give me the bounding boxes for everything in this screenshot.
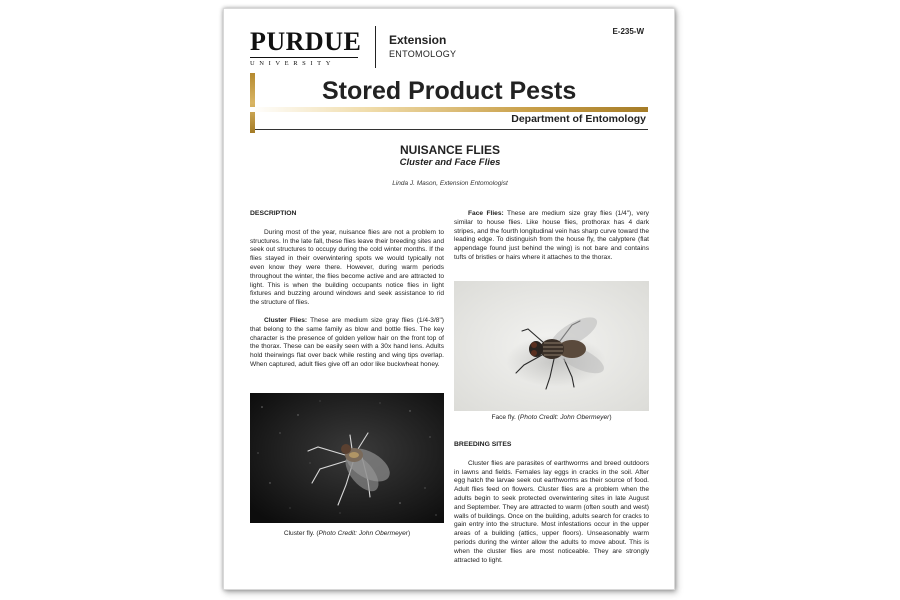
description-paragraph: During most of the year, nuisance flies are not a problem to structures. In the late fall, these flies leave their breeding sites and seek out structures to occupy during the cold winter months. If the flies stayed in their overwintering spots we would typically not even know they were there. However, during warm periods throughout the winter, the flies become active and are attracted to light. This is when the building occupants notice flies in light fixtures and buzzing around windows and seek assistance to rid the structure of flies. bbox=[250, 228, 444, 307]
gold-horizontal-bar bbox=[250, 107, 648, 112]
section-heading-description: DESCRIPTION bbox=[250, 210, 297, 217]
document-page bbox=[223, 8, 675, 590]
article-title: NUISANCE FLIES bbox=[399, 143, 500, 157]
face-flies-paragraph bbox=[454, 210, 649, 263]
department-label: Department of Entomology bbox=[511, 113, 646, 125]
department-rule bbox=[255, 129, 648, 130]
photo-credit: Photo Credit: John Obermeyer bbox=[318, 530, 408, 537]
entomology-label: ENTOMOLOGY bbox=[389, 49, 457, 59]
right-column-text bbox=[454, 210, 649, 263]
cluster-fly-photo bbox=[250, 393, 444, 523]
cluster-flies-text: These are medium size gray flies (1/4-3/8") that belong to the same family as blow and bottle flies. The key character is the presence of golden yellow hair on the front top of the thorax. These can be easily seen with a 30x hand lens. Adults hold theirwings flat over back while resting and wing tips overlap. When captured, adult flies give off an odor like buckwheat honey. bbox=[250, 316, 444, 368]
purdue-logo bbox=[250, 29, 361, 67]
left-column-text bbox=[250, 210, 444, 370]
cluster-flies-lead: Cluster Flies: bbox=[264, 316, 308, 324]
breeding-sites-paragraph: Cluster flies are parasites of earthworms and breed outdoors in lawns and fields. Females lay eggs in cracks in the soil. After egg hatch the larvae seek out earthworms as their source of food. Adult flies feed on flowers. Cluster flies are a problem when the adults begin to seek protected overwintering sites in late August and September. They are attracted to warm (often south and west) walls of buildings. Once on the building, adults search for cracks to gain entry into the structure. Most infestations occur in the upper areas of a building (attics, upper floors). Unseasonably warm periods during the winter allow the adults to move about. This is when the cluster flies are most noticeable. They are strongly attracted to light. bbox=[454, 459, 649, 564]
logo-rule bbox=[250, 57, 358, 58]
caption-prefix: Face fly. ( bbox=[491, 414, 520, 421]
purdue-wordmark: PURDUE bbox=[250, 27, 362, 56]
cluster-fly-caption bbox=[250, 530, 444, 537]
section-heading-breeding: BREEDING SITES bbox=[454, 441, 512, 448]
caption-prefix: Cluster fly. ( bbox=[283, 530, 319, 537]
header-divider bbox=[375, 26, 376, 68]
gold-vertical-bar bbox=[250, 73, 255, 133]
university-wordmark: UNIVERSITY bbox=[250, 60, 335, 67]
photo-credit: Photo Credit: John Obermeyer bbox=[519, 414, 610, 421]
breeding-sites-section bbox=[454, 441, 649, 565]
face-fly-caption bbox=[454, 414, 649, 421]
extension-label: Extension bbox=[389, 33, 447, 47]
series-title: Stored Product Pests bbox=[322, 77, 577, 105]
face-flies-text: These are medium size gray flies (1/4"), very similar to house flies. Like house flies, prothorax has 4 dark stripes, and the fourth longitudinal vein has sharp curve toward the leading edge. To distinguish from the house fly, the calyptere (flat appendage found just behind the wing) is not bare and contains tufts of bristles or hairs where it attaches to the thorax. bbox=[454, 210, 649, 261]
face-fly-photo bbox=[454, 281, 649, 411]
caption-suffix: ) bbox=[407, 530, 411, 537]
cluster-flies-paragraph bbox=[250, 317, 444, 370]
caption-suffix: ) bbox=[609, 414, 612, 421]
face-flies-lead: Face Flies: bbox=[468, 210, 504, 217]
article-subtitle: Cluster and Face Flies bbox=[399, 157, 501, 168]
author-line: Linda J. Mason, Extension Entomologist bbox=[392, 180, 508, 187]
document-code: E-235-W bbox=[612, 27, 644, 36]
